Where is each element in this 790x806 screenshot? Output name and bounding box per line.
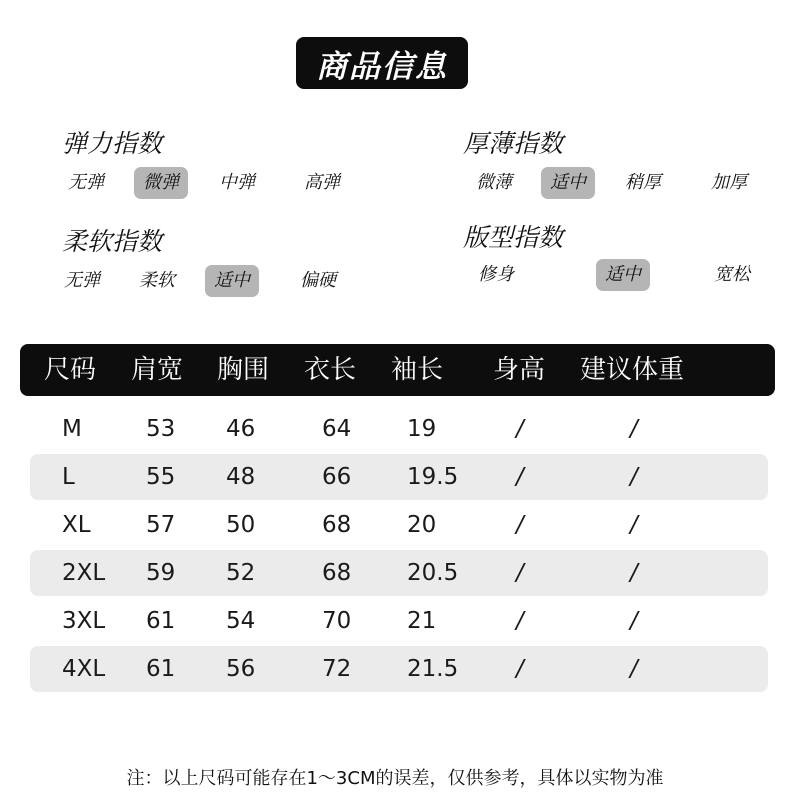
cell-shoulder: 61 <box>146 656 176 682</box>
cell-chest: 54 <box>226 608 256 634</box>
cell-shoulder: 53 <box>146 416 176 442</box>
thickness-title: 厚薄指数 <box>463 129 564 158</box>
cell-sleeve: 19.5 <box>407 464 459 490</box>
column-header-height: 身高 <box>493 355 546 385</box>
cell-shoulder: 57 <box>146 512 176 538</box>
thickness-option: 稍厚 <box>625 172 661 193</box>
column-header-weight: 建议体重 <box>580 355 685 385</box>
cell-sleeve: 21.5 <box>407 656 459 682</box>
fit-title: 版型指数 <box>463 223 564 252</box>
cell-weight: / <box>630 656 638 682</box>
column-header-length: 衣长 <box>304 355 357 385</box>
cell-length: 68 <box>322 512 352 538</box>
cell-chest: 52 <box>226 560 256 586</box>
cell-height: / <box>516 608 524 634</box>
softness-title: 柔软指数 <box>62 227 163 256</box>
cell-height: / <box>516 560 524 586</box>
size-table-header <box>20 344 775 396</box>
cell-weight: / <box>630 608 638 634</box>
fit-option-selected: 适中 <box>596 259 650 291</box>
cell-sleeve: 19 <box>407 416 437 442</box>
cell-height: / <box>516 416 524 442</box>
cell-weight: / <box>630 464 638 490</box>
column-header-sleeve: 袖长 <box>391 355 444 385</box>
cell-sleeve: 21 <box>407 608 437 634</box>
cell-weight: / <box>630 416 638 442</box>
cell-size: 2XL <box>62 560 106 586</box>
cell-height: / <box>516 512 524 538</box>
cell-height: / <box>516 464 524 490</box>
cell-size: XL <box>62 512 91 538</box>
softness-option-selected: 适中 <box>205 265 259 297</box>
elasticity-option-selected: 微弹 <box>134 167 188 199</box>
cell-size: M <box>62 416 82 442</box>
softness-option: 柔软 <box>139 270 175 291</box>
fit-option: 修身 <box>478 264 514 285</box>
column-header-chest: 胸围 <box>217 355 270 385</box>
cell-size: 3XL <box>62 608 106 634</box>
cell-weight: / <box>630 560 638 586</box>
thickness-option: 微薄 <box>476 172 512 193</box>
cell-chest: 50 <box>226 512 256 538</box>
table-row <box>30 502 768 548</box>
table-row <box>30 406 768 452</box>
cell-length: 68 <box>322 560 352 586</box>
cell-sleeve: 20 <box>407 512 437 538</box>
cell-weight: / <box>630 512 638 538</box>
cell-length: 64 <box>322 416 352 442</box>
table-row <box>30 598 768 644</box>
cell-sleeve: 20.5 <box>407 560 459 586</box>
cell-chest: 46 <box>226 416 256 442</box>
cell-size: 4XL <box>62 656 106 682</box>
column-header-size: 尺码 <box>44 355 97 385</box>
cell-chest: 56 <box>226 656 256 682</box>
softness-option: 无弹 <box>64 270 100 291</box>
table-row <box>30 454 768 500</box>
softness-option: 偏硬 <box>300 270 336 291</box>
column-header-shoulder: 肩宽 <box>131 355 184 385</box>
cell-shoulder: 61 <box>146 608 176 634</box>
table-row <box>30 646 768 692</box>
cell-shoulder: 55 <box>146 464 176 490</box>
thickness-option: 加厚 <box>711 172 747 193</box>
cell-length: 72 <box>322 656 352 682</box>
cell-height: / <box>516 656 524 682</box>
cell-chest: 48 <box>226 464 256 490</box>
size-disclaimer-note: 注：以上尺码可能存在1～3CM的误差，仅供参考，具体以实物为准 <box>126 768 664 789</box>
page-title: 商品信息 <box>296 37 468 89</box>
thickness-option-selected: 适中 <box>541 167 595 199</box>
elasticity-option: 无弹 <box>68 172 104 193</box>
elasticity-title: 弹力指数 <box>62 129 163 158</box>
table-row <box>30 550 768 596</box>
cell-shoulder: 59 <box>146 560 176 586</box>
cell-length: 66 <box>322 464 352 490</box>
fit-option: 宽松 <box>714 264 750 285</box>
elasticity-option: 高弹 <box>304 172 340 193</box>
elasticity-option: 中弹 <box>219 172 255 193</box>
cell-size: L <box>62 464 75 490</box>
cell-length: 70 <box>322 608 352 634</box>
